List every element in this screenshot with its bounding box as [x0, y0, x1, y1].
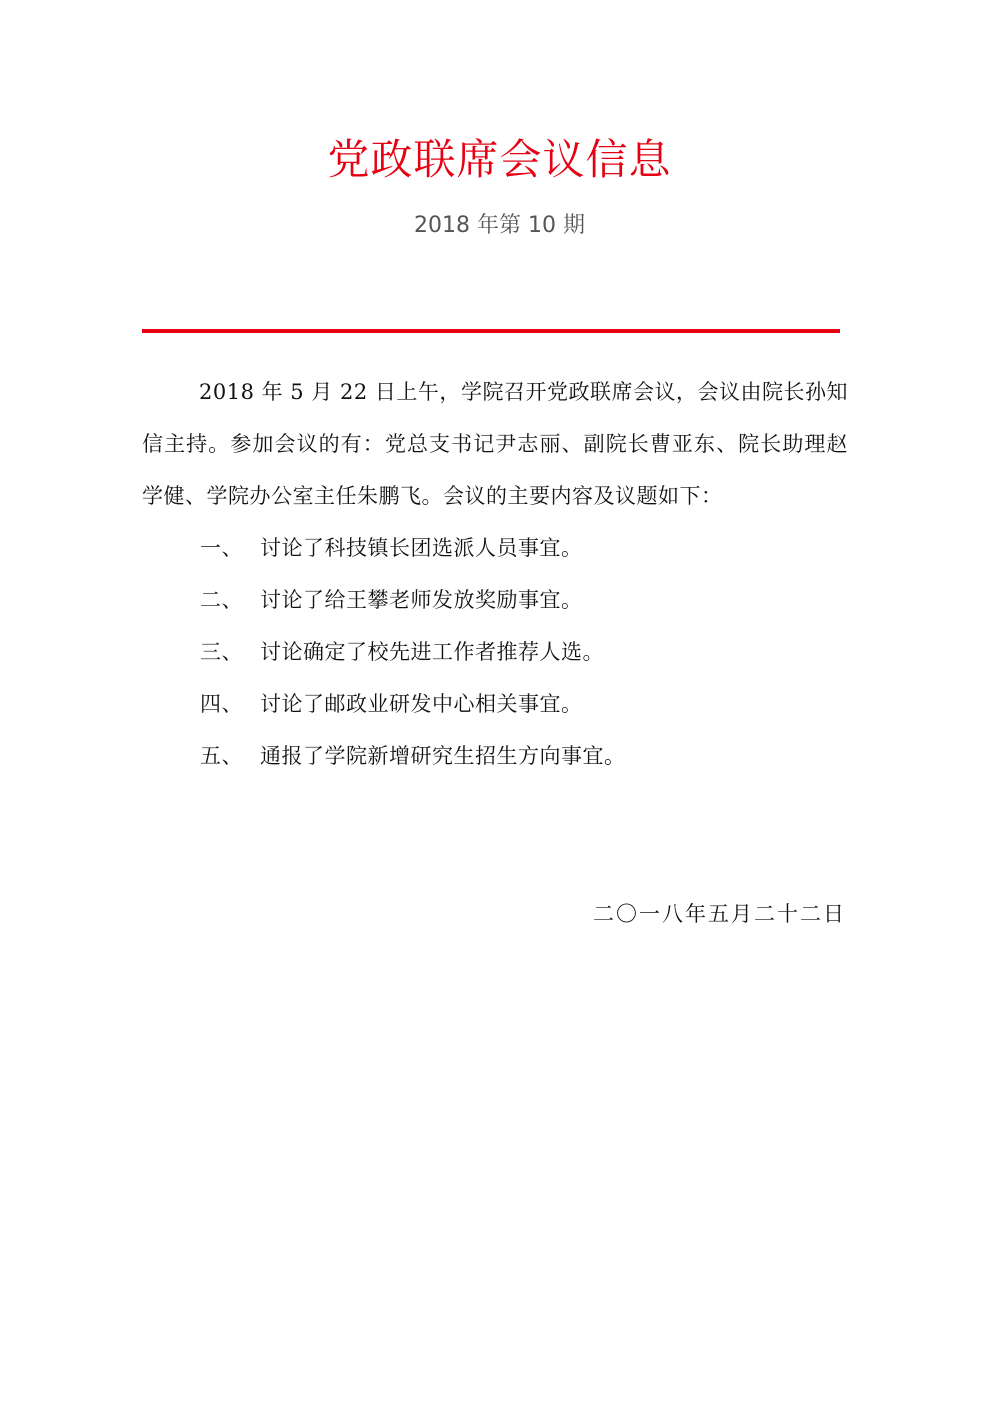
agenda-item [200, 678, 840, 730]
agenda-item-number: 一、 [200, 536, 243, 560]
document-date: 二〇一八年五月二十二日 [593, 902, 846, 926]
agenda-list [200, 522, 840, 782]
agenda-item-number: 三、 [200, 640, 243, 664]
document-title: 党政联席会议信息 [327, 135, 672, 184]
agenda-item-text: 讨论了邮政业研发中心相关事宜。 [260, 692, 583, 716]
issue-number: 2018 年第 10 期 [414, 213, 585, 238]
agenda-item [200, 574, 840, 626]
agenda-item-text: 讨论了给王攀老师发放奖励事宜。 [260, 588, 583, 612]
agenda-item-text: 讨论了科技镇长团选派人员事宜。 [260, 536, 583, 560]
agenda-item [200, 522, 840, 574]
red-divider [142, 329, 840, 333]
agenda-item-number: 五、 [200, 744, 243, 768]
agenda-item-number: 四、 [200, 692, 243, 716]
body-paragraph: 2018 年 5 月 22 日上午，学院召开党政联席会议，会议由院长孙知信主持。参加会议的有：党总支书记尹志丽、副院长曹亚东、院长助理赵学健、学院办公室主任朱鹏飞。会议的主要内容及议题如下： [142, 380, 848, 508]
agenda-item [200, 626, 840, 678]
agenda-item-text: 通报了学院新增研究生招生方向事宜。 [260, 744, 626, 768]
agenda-item-number: 二、 [200, 588, 243, 612]
agenda-item-text: 讨论确定了校先进工作者推荐人选。 [260, 640, 604, 664]
agenda-item [200, 730, 840, 782]
